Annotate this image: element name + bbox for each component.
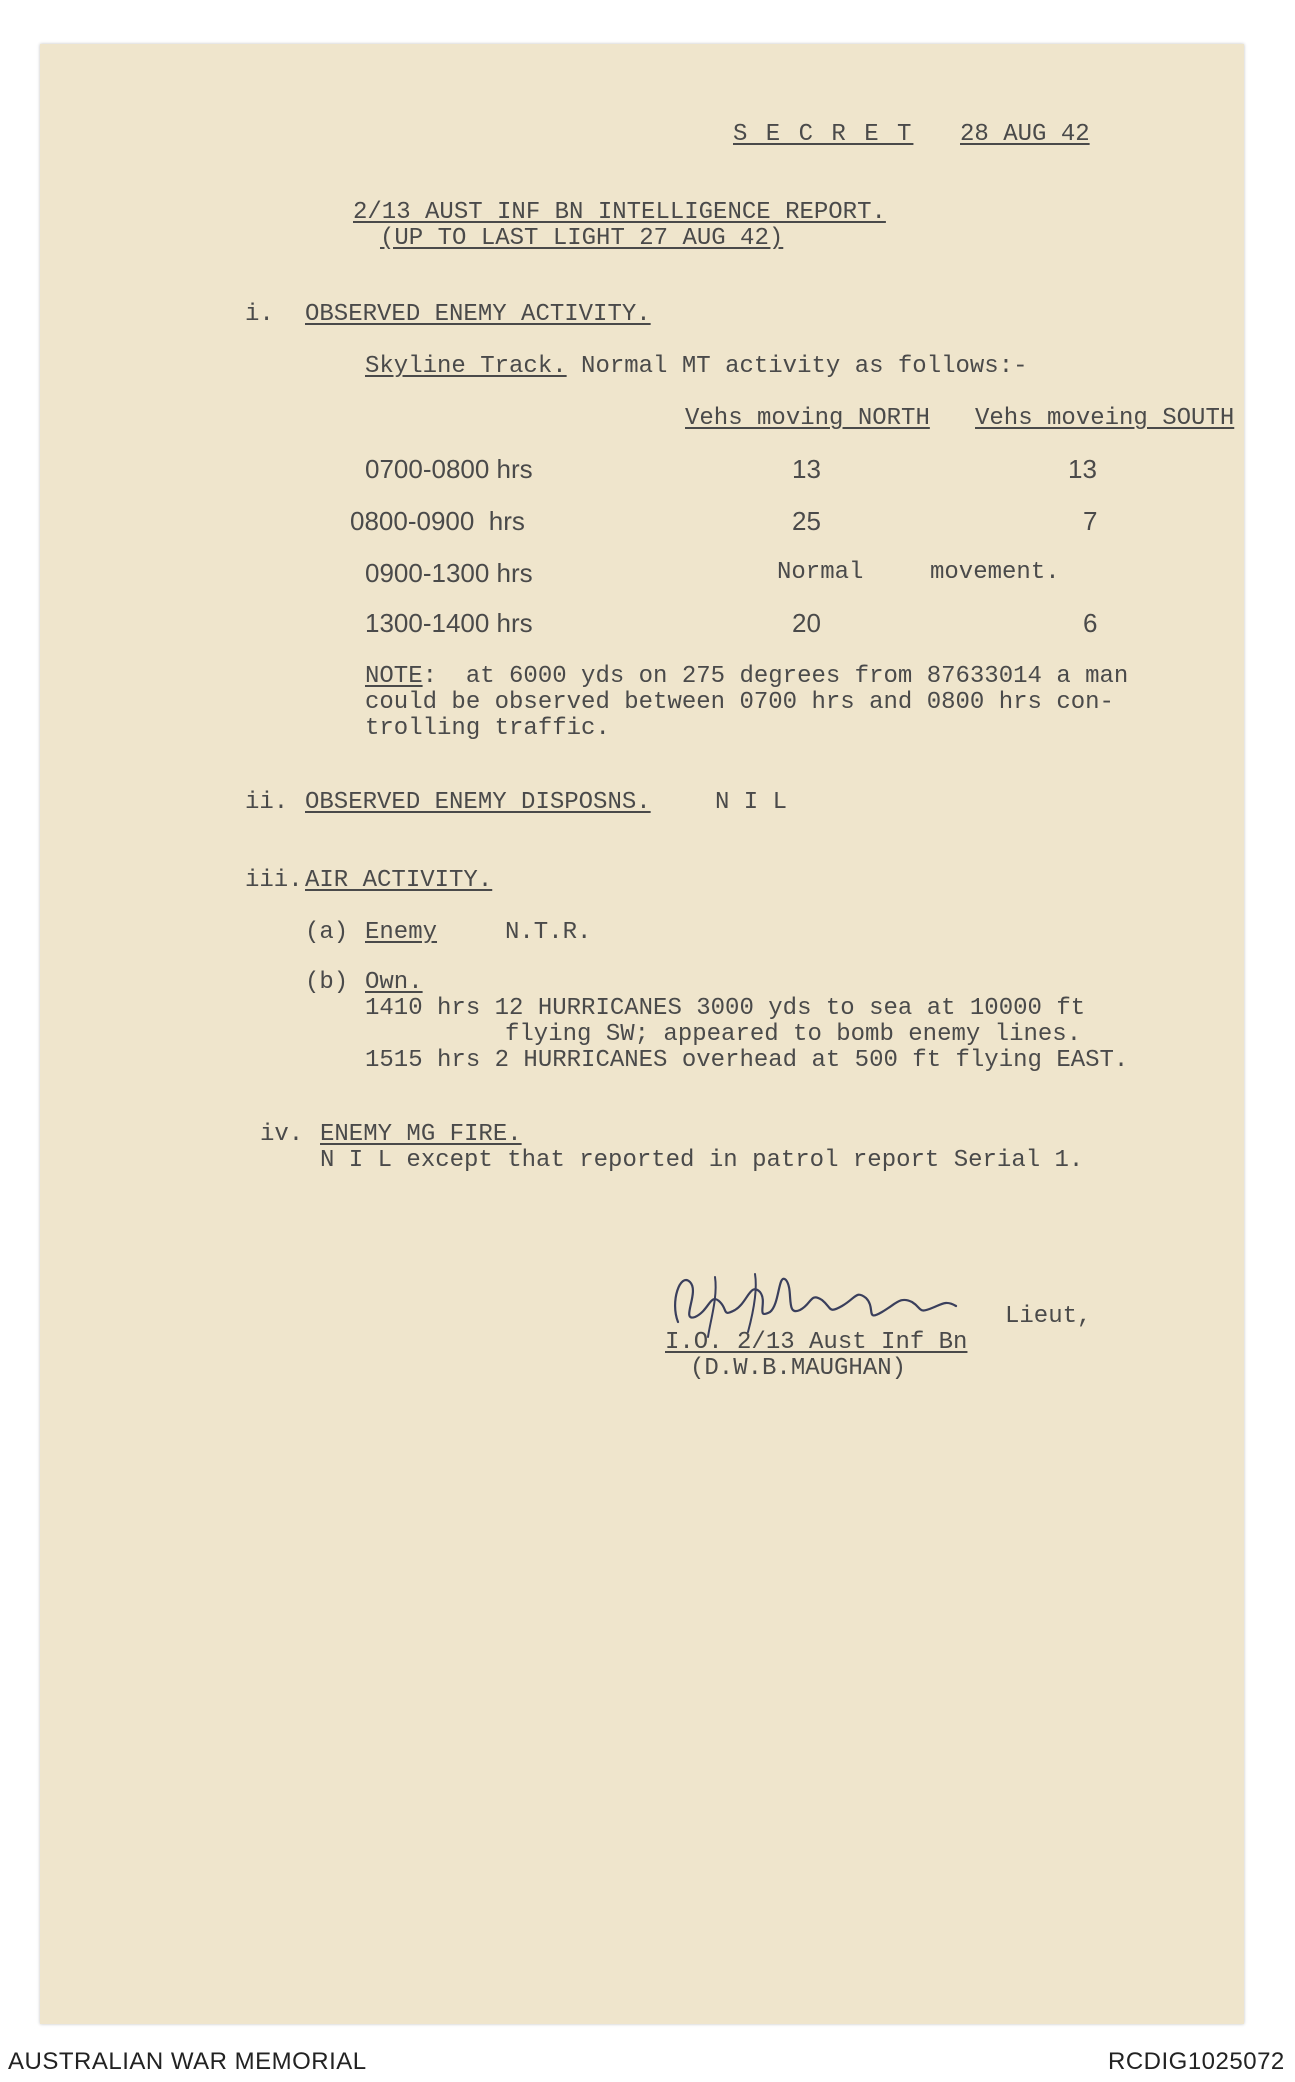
- row-4-north: 20: [792, 608, 821, 638]
- row-2-south: 7: [1083, 506, 1098, 536]
- section-1-intro: [365, 354, 1028, 380]
- report-subtitle: (UP TO LAST LIGHT 27 AUG 42): [380, 225, 784, 252]
- row-1-time: 0700-0800 hrs: [365, 454, 533, 484]
- air-b-label: (b): [305, 969, 349, 996]
- signature-name: (D.W.B.MAUGHAN): [690, 1355, 907, 1382]
- row-1-north: 13: [792, 454, 821, 484]
- air-b-line-2: flying SW; appeared to bomb enemy lines.: [505, 1021, 1082, 1048]
- air-a-label: (a): [305, 919, 349, 946]
- section-1-heading: OBSERVED ENEMY ACTIVITY.: [305, 301, 651, 328]
- row-4-south: 6: [1083, 608, 1098, 638]
- air-b-name: Own.: [365, 969, 423, 996]
- intro-text: Normal MT activity as follows:-: [566, 353, 1028, 380]
- note-label: NOTE: [365, 663, 423, 690]
- report-date: 28 AUG 42: [960, 121, 1090, 148]
- footer-archive-name: AUSTRALIAN WAR MEMORIAL: [8, 2048, 367, 2075]
- signature-role: I.O. 2/13 Aust Inf Bn: [665, 1329, 968, 1356]
- row-3-south: movement.: [930, 559, 1060, 586]
- report-title: 2/13 AUST INF BN INTELLIGENCE REPORT.: [353, 199, 886, 226]
- classification-label: S E C R E T: [733, 121, 914, 148]
- section-4-heading: ENEMY MG FIRE.: [320, 1121, 522, 1148]
- note-text-1: : at 6000 yds on 275 degrees from 87633014 a man: [422, 663, 1129, 690]
- section-2-number: ii.: [245, 789, 289, 816]
- note-line-2: could be observed between 0700 hrs and 0800 hrs con-: [365, 689, 1114, 716]
- col-header-north: Vehs moving NORTH: [685, 405, 930, 432]
- section-2-value: N I L: [715, 789, 788, 816]
- section-2-heading: OBSERVED ENEMY DISPOSNS.: [305, 789, 651, 816]
- signature-rank: Lieut,: [1005, 1303, 1092, 1330]
- row-2-north: 25: [792, 506, 821, 536]
- row-2-time: 0800-0900 hrs: [350, 506, 525, 536]
- section-3-number: iii.: [245, 867, 303, 894]
- air-b-line-3: 1515 hrs 2 HURRICANES overhead at 500 ft flying EAST.: [365, 1047, 1129, 1074]
- col-header-south: Vehs moveing SOUTH: [975, 405, 1235, 432]
- note-line-3: trolling traffic.: [365, 715, 610, 742]
- note-line-1: [365, 664, 1128, 690]
- air-a-value: N.T.R.: [505, 919, 592, 946]
- intro-label: Skyline Track.: [365, 353, 567, 380]
- section-1-number: i.: [245, 301, 274, 328]
- row-1-south: 13: [1068, 454, 1097, 484]
- section-4-number: iv.: [260, 1121, 304, 1148]
- document-page: [40, 44, 1244, 2024]
- footer-record-id: RCDIG1025072: [1108, 2048, 1285, 2075]
- air-b-line-1: 1410 hrs 12 HURRICANES 3000 yds to sea at 10000 ft: [365, 995, 1086, 1022]
- section-4-text: N I L except that reported in patrol report Serial 1.: [320, 1147, 1084, 1174]
- section-3-heading: AIR ACTIVITY.: [305, 867, 493, 894]
- row-3-time: 0900-1300 hrs: [365, 558, 533, 588]
- row-4-time: 1300-1400 hrs: [365, 608, 533, 638]
- row-3-north: Normal: [777, 559, 864, 586]
- air-a-name: Enemy: [365, 919, 438, 946]
